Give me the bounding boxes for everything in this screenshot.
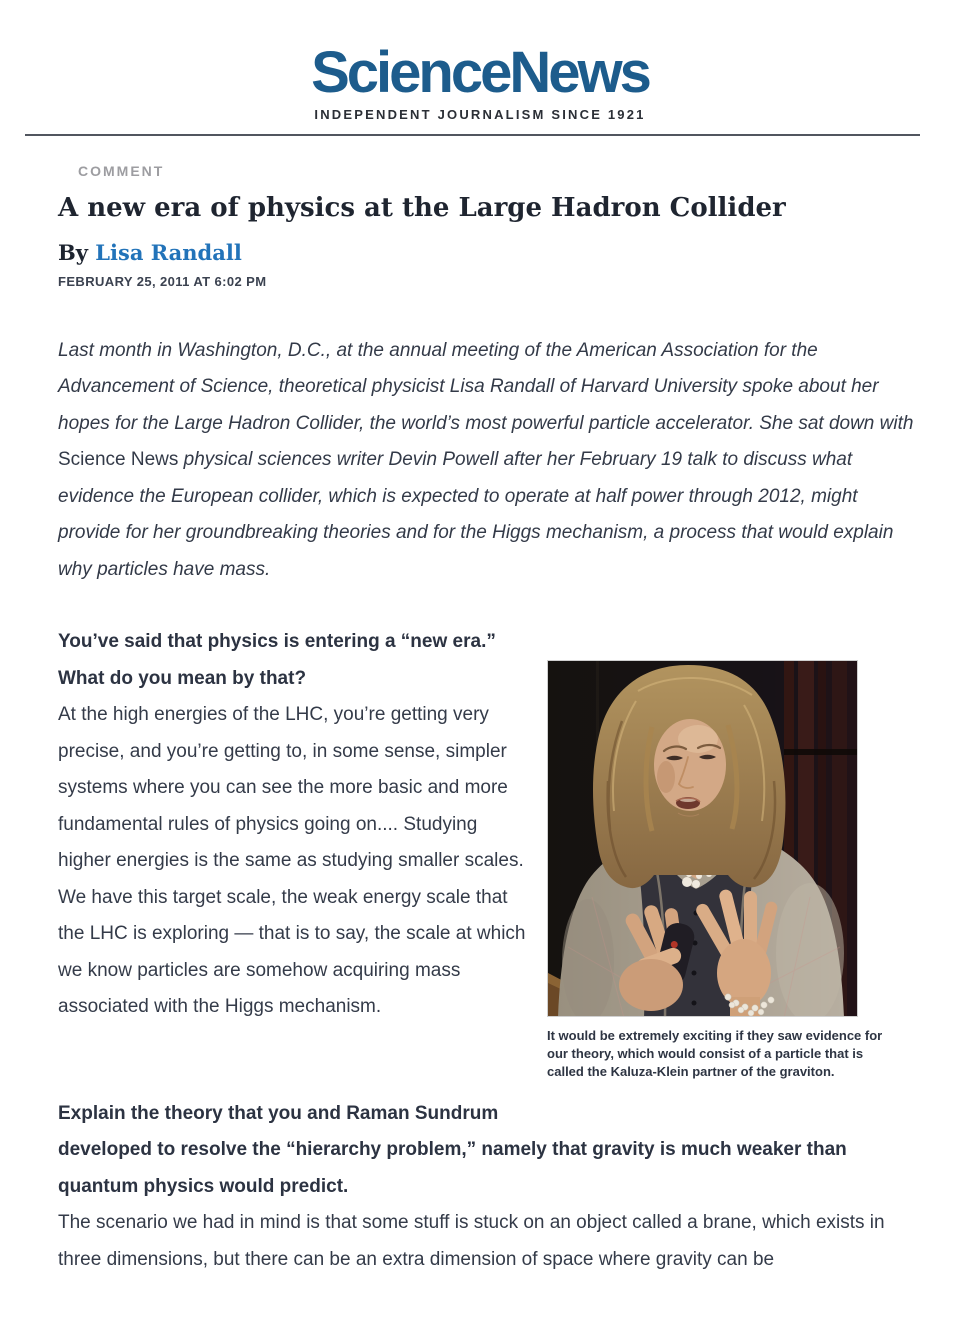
article-body bbox=[0, 163, 960, 1338]
intro-paragraph bbox=[58, 333, 920, 589]
article-title: A new era of physics at the Large Hadron Collider bbox=[58, 193, 786, 223]
header-divider bbox=[25, 134, 920, 136]
question-2-rest: developed to resolve the “hierarchy problem,” namely that gravity is much weaker than quantum physics would predict. bbox=[58, 1139, 847, 1197]
answer-1: At the high energies of the LHC, you’re getting very precise, and you’re getting to, in some sense, simpler systems where you can see the more basic and more fundamental rules of physics going on.... Studying higher energies is the same as studying smaller scales. We have this target scale, the weak energy scale that the LHC is exploring — that is to say, the scale at which we know particles are somehow acquiring mass associated with the Higgs mechanism. bbox=[58, 704, 526, 1017]
intro-text-1: Last month in Washington, D.C., at the annual meeting of the American Association for the Advancement of Science, theoretical physicist Lisa Randall of Harvard University spoke about her hopes for the Large Hadron Collider, the world’s most powerful particle accelerator. She sat down with bbox=[58, 339, 914, 434]
author-link[interactable]: Lisa Randall bbox=[95, 239, 242, 265]
category-label[interactable]: COMMENT bbox=[78, 163, 165, 179]
qa-section bbox=[58, 624, 920, 1278]
lisa-randall-photo bbox=[547, 660, 858, 1017]
byline-prefix: By bbox=[58, 239, 88, 265]
photo-caption: It would be extremely exciting if they saw evidence for our theory, which would consist of a particle that is called the Kaluza-Klein partner of the graviton. bbox=[547, 1028, 883, 1079]
question-2-line-1: Explain the theory that you and Raman Sundrum bbox=[58, 1102, 499, 1124]
site-tagline: INDEPENDENT JOURNALISM SINCE 1921 bbox=[314, 107, 646, 122]
byline bbox=[58, 240, 920, 265]
answer-2: The scenario we had in mind is that some stuff is stuck on an object called a brane, which exists in three dimensions, but there can be an extra dimension of space where gravity can be bbox=[58, 1212, 885, 1270]
article-figure bbox=[547, 660, 890, 1081]
question-2 bbox=[58, 1096, 920, 1206]
qa-block-2 bbox=[58, 1096, 920, 1279]
intro-text-2: physical sciences writer Devin Powell after her February 19 talk to discuss what evidence the European collider, which is expected to operate at half power through 2012, might provide for her groundbreaking theories and for the Higgs mechanism, a process that would explain why particles have mass. bbox=[58, 449, 894, 580]
article-date: FEBRUARY 25, 2011 AT 6:02 PM bbox=[58, 273, 267, 289]
site-header bbox=[0, 0, 960, 122]
intro-brand-name: Science News bbox=[58, 449, 179, 470]
site-logo[interactable]: ScienceNews bbox=[311, 40, 649, 105]
question-1: You’ve said that physics is entering a “new era.” What do you mean by that? bbox=[58, 631, 496, 689]
portrait-illustration bbox=[548, 661, 858, 1017]
